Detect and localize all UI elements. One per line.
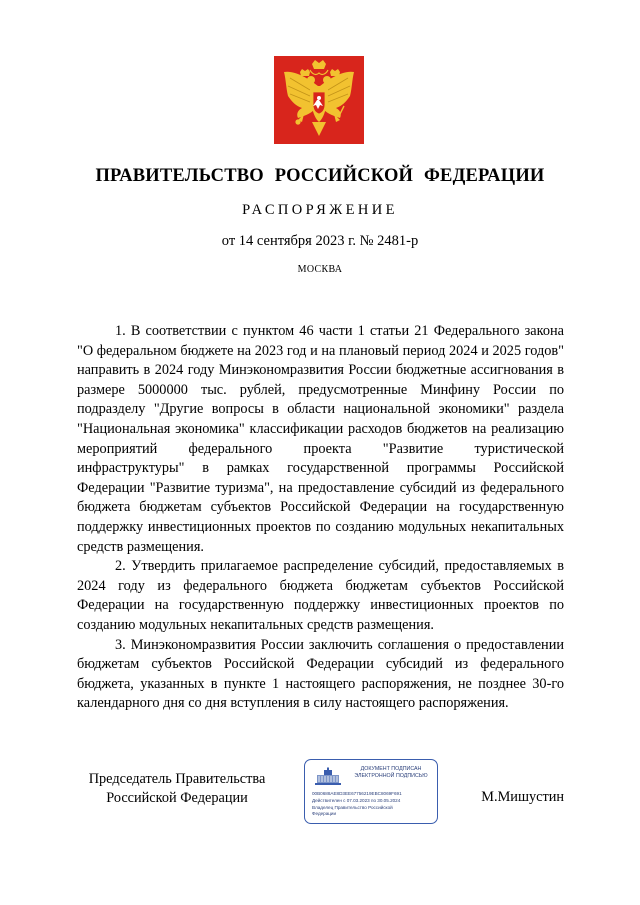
stamp-certificate: 00B0688AE8D3EE67756219EBC8069F691: [312, 791, 402, 796]
stamp-validity: Действителен с 07.03.2023 по 30.05.2024: [312, 798, 401, 803]
coat-of-arms-icon: [274, 56, 364, 144]
document-city: МОСКВА: [297, 264, 343, 275]
signer-title: [77, 770, 277, 808]
signer-title-line-2: Российской Федерации: [106, 790, 248, 806]
document-type: РАСПОРЯЖЕНИЕ: [242, 202, 398, 218]
signer-name: М.Мишустин: [481, 789, 564, 805]
government-title: ПРАВИТЕЛЬСТВО РОССИЙСКОЙ ФЕДЕРАЦИИ: [95, 166, 545, 186]
document-body: [77, 322, 564, 714]
stamp-heading: ДОКУМЕНТ ПОДПИСАН ЭЛЕКТРОННОЙ ПОДПИСЬЮ: [354, 766, 428, 779]
paragraph-2: 2. Утвердить прилагаемое распределение субсидий, предоставляемых в 2024 году из федерального бюджета бюджетам субъектов Российской Федерации на государственную поддержку инвестиционных проектов по созданию модульных некапитальных средств размещения.: [77, 558, 564, 633]
government-building-icon: [313, 767, 343, 787]
paragraph-3: 3. Минэкономразвития России заключить соглашения о предоставлении бюджетам субъектов Российской Федерации субсидий из федерального бюджета, указанных в пункте 1 настоящего распоряжения, не позднее 30-го календарного дня со дня вступления в силу настоящего распоряжения.: [77, 636, 564, 712]
stamp-owner-line-2: Федерации: [312, 811, 337, 816]
signer-title-line-1: Председатель Правительства: [88, 771, 266, 787]
paragraph-1: 1. В соответствии с пунктом 46 части 1 статьи 21 Федерального закона "О федеральном бюджете на 2023 год и на плановый период 2024 и 2025 годов" направить в 2024 году Минэкономразвития России бюджетные ассигнования в размере 5000000 тыс. рублей, предусмотренные Минфину России по подразделу "Другие вопросы в области национальной экономики" раздела "Национальная экономика" классификации расходов бюджетов на реализацию мероприятий федерального проекта "Развитие туристической инфраструктуры" в рамках государственной программы Российской Федерации "Развитие туризма", на предоставление субсидий из федерального бюджета бюджетам субъектов Российской Федерации на государственную поддержку инвестиционных проектов по созданию модульных некапитальных средств размещения.: [77, 323, 564, 555]
stamp-owner-line-1: Владелец Правительство Российской: [312, 805, 393, 810]
document-date: от 14 сентября 2023 г. № 2481-р: [221, 233, 419, 249]
electronic-signature-stamp: [304, 759, 438, 824]
